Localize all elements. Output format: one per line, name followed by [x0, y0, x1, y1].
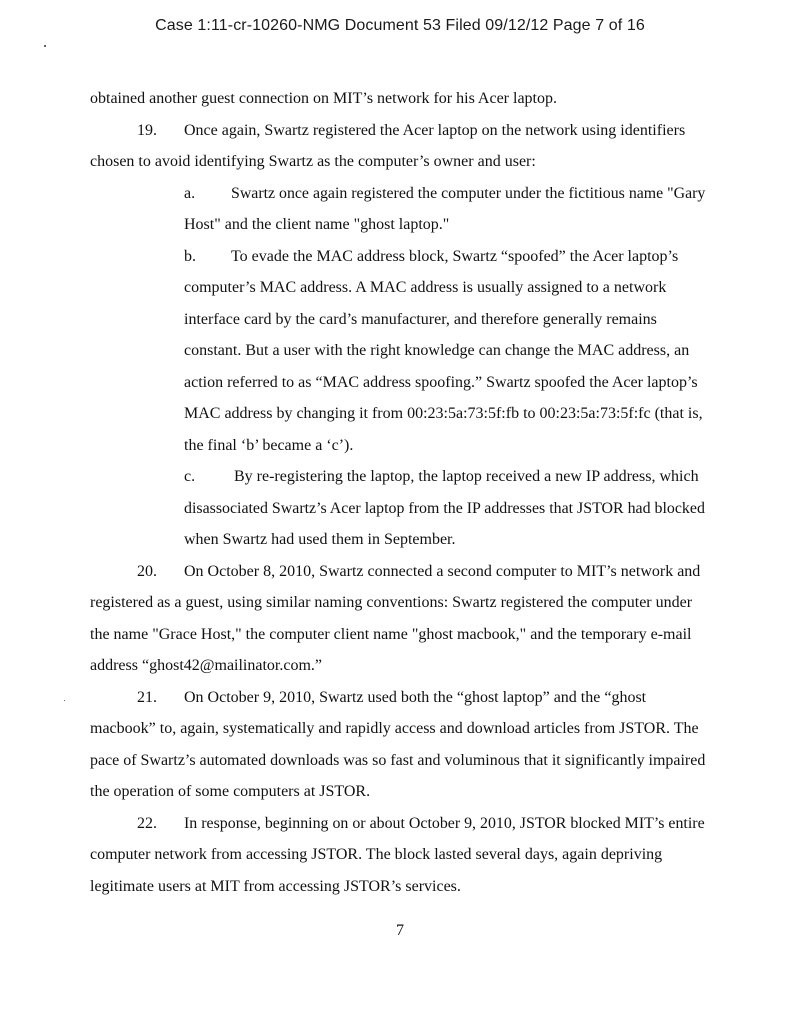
paragraph-21-line: On October 9, 2010, Swartz used both the “ghost laptop” and the “ghost — [184, 689, 647, 706]
item-a-line: Swartz once again registered the computer under the fictitious name "Gary — [231, 185, 706, 202]
item-b-line: interface card by the card’s manufacturer, and therefore generally remains — [184, 311, 657, 328]
paragraph-22-line: In response, beginning on or about October 9, 2010, JSTOR blocked MIT’s entire — [184, 815, 705, 832]
scan-speck — [44, 45, 46, 47]
paragraph-19-line: Once again, Swartz registered the Acer laptop on the network using identifiers — [184, 122, 686, 139]
paragraph-20-line: address “ghost42@mailinator.com.” — [90, 657, 323, 674]
item-b-line: action referred to as “MAC address spoofing.” Swartz spoofed the Acer laptop’s — [184, 374, 698, 391]
item-label-b: b. — [184, 248, 196, 265]
paragraph-number-20: 20. — [137, 563, 157, 580]
item-a-line: Host" and the client name "ghost laptop." — [184, 216, 450, 233]
paragraph-20-line: On October 8, 2010, Swartz connected a second computer to MIT’s network and — [184, 563, 701, 580]
paragraph-20-line: registered as a guest, using similar naming conventions: Swartz registered the computer under — [90, 594, 693, 611]
item-b-line: constant. But a user with the right knowledge can change the MAC address, an — [184, 342, 690, 359]
case-header: Case 1:11-cr-10260-NMG Document 53 Filed 09/12/12 Page 7 of 16 — [155, 17, 645, 34]
paragraph-number-21: 21. — [137, 689, 157, 706]
item-b-line: computer’s MAC address. A MAC address is usually assigned to a network — [184, 279, 667, 296]
paragraph-22-line: legitimate users at MIT from accessing JSTOR’s services. — [90, 878, 461, 895]
paragraph-21-line: the operation of some computers at JSTOR. — [90, 783, 371, 800]
paragraph-number-22: 22. — [137, 815, 157, 832]
item-c-line: By re-registering the laptop, the laptop received a new IP address, which — [234, 468, 699, 485]
item-b-line: MAC address by changing it from 00:23:5a:73:5f:fb to 00:23:5a:73:5f:fc (that is, — [184, 405, 703, 422]
item-b-line: the final ‘b’ became a ‘c’). — [184, 437, 354, 454]
item-label-c: c. — [184, 468, 196, 485]
paragraph-20-line: the name "Grace Host," the computer client name "ghost macbook," and the temporary e-mail — [90, 626, 692, 643]
item-c-line: disassociated Swartz’s Acer laptop from the IP addresses that JSTOR had blocked — [184, 500, 705, 517]
scan-speck — [64, 700, 65, 701]
paragraph-21-line: macbook” to, again, systematically and rapidly access and download articles from JSTOR. The — [90, 720, 699, 737]
item-b-line: To evade the MAC address block, Swartz “spoofed” the Acer laptop’s — [231, 248, 679, 265]
paragraph-number-19: 19. — [137, 122, 157, 139]
item-c-line: when Swartz had used them in September. — [184, 531, 456, 548]
opening-line: obtained another guest connection on MIT’s network for his Acer laptop. — [90, 90, 557, 107]
paragraph-19-line: chosen to avoid identifying Swartz as the computer’s owner and user: — [90, 153, 536, 170]
paragraph-22-line: computer network from accessing JSTOR. The block lasted several days, again depriving — [90, 846, 663, 863]
page-number: 7 — [396, 922, 404, 939]
item-label-a: a. — [184, 185, 196, 202]
paragraph-21-line: pace of Swartz’s automated downloads was so fast and voluminous that it significantly impaired — [90, 752, 706, 769]
